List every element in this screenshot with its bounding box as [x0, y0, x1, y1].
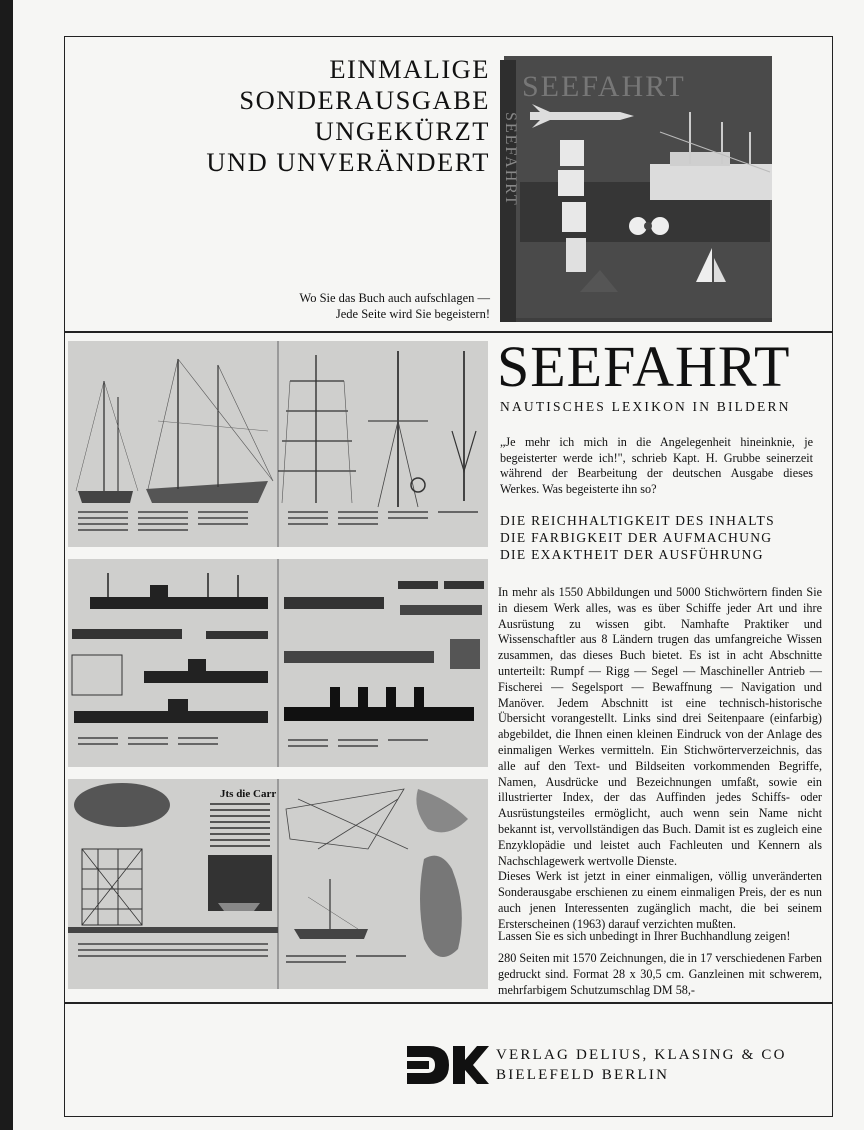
description	[498, 585, 822, 933]
tagline-line: Jede Seite wird Sie begeistern!	[335, 307, 490, 321]
publisher-location: BIELEFELD BERLIN	[496, 1067, 670, 1083]
publisher-logo	[407, 1046, 489, 1084]
tagline-line: Wo Sie das Buch auch aufschlagen —	[299, 291, 490, 305]
publisher-info	[496, 1045, 787, 1085]
sample-spread-rigging	[68, 341, 488, 547]
manuscript-heading: Jts die Carr	[220, 788, 277, 800]
book-cover-image	[500, 52, 776, 322]
feature-item: DIE EXAKTHEIT DER AUSFÜHRUNG	[500, 547, 764, 562]
book-specs: 280 Seiten mit 1570 Zeichnungen, die in 17 verschiedenen Farben gedruckt sind. Format 28 x 30,5 cm. Ganzleinen mit schwerem, mehrfarbigem Schutzumschlag DM 58,-	[498, 951, 822, 997]
headline	[206, 54, 490, 178]
publisher-name: VERLAG DELIUS, KLASING & CO	[496, 1047, 787, 1063]
feature-item: DIE REICHHALTIGKEIT DES INHALTS	[500, 513, 775, 528]
book-title: SEEFAHRT	[497, 334, 791, 399]
description-paragraph: Dieses Werk ist jetzt in einer einmaligen, völlig unveränderten Sonderausgabe erschienen zu einem einmaligen Preis, der es nun auch jenen Interessenten zugänglich macht, die bei seinem Ersterscheinen (1963) darauf verzichten mußten.	[498, 869, 822, 931]
headline-line: UND UNVERÄNDERT	[206, 147, 490, 177]
book-spine-title: SEEFAHRT	[502, 112, 519, 207]
book-cover-title: SEEFAHRT	[522, 70, 686, 103]
call-to-action: Lassen Sie es sich unbedingt in Ihrer Buchhandlung zeigen!	[498, 929, 791, 943]
divider-top	[64, 331, 833, 333]
scan-edge	[0, 0, 13, 1130]
headline-line: UNGEKÜRZT	[314, 116, 490, 146]
book-subtitle: NAUTISCHES LEXIKON IN BILDERN	[500, 399, 791, 414]
divider-bottom	[64, 1002, 833, 1004]
sample-spread-navigation	[68, 779, 488, 989]
headline-line: SONDERAUSGABE	[239, 85, 490, 115]
feature-item: DIE FARBIGKEIT DER AUFMACHUNG	[500, 530, 773, 545]
headline-line: EINMALIGE	[329, 54, 490, 84]
sample-pages	[68, 341, 488, 989]
feature-list	[500, 512, 775, 563]
sample-spread-ships	[68, 559, 488, 767]
captain-quote: „Je mehr ich mich in die Angelegenheit hineinknie, je begeisterter werde ich!", schrieb Kapt. H. Grubbe seinerzeit während der Bearbeitung der deutschen Ausgabe dieses Werkes. Was begeisterte ihn so?	[500, 435, 813, 496]
description-paragraph: In mehr als 1550 Abbildungen und 5000 Stichwörtern finden Sie in diesem Werk alles, was es über Schiffe jeder Art und ihre Ausrüstung zu wissen gibt. Namhafte Praktiker und Wissenschaftler aus 8 Ländern trugen das umfangreiche Wissen zusammen, das dieses Buch bietet. Es ist in acht Abschnitte unterteilt: Rumpf — Rigg — Segel — Maschineller Antrieb — Fischerei — Segelsport — Bewaffnung — Navigation und Manöver. Jedem Abschnitt ist eine technisch-historische Übersicht vorangestellt. Links sind drei Seitenpaare (einfarbig) abgebildet, die Ihnen einen kleinen Eindruck von der Anlage des einmaligen Werkes vermitteln. Ein Stichwörterverzeichnis, das alle auf den Text- und Bildseiten vorkommenden Begriffe, Namen, Ausdrücke und Bezeichnungen umfaßt, sowie ein illustrierter Index, der das Auffinden jedes Schiffs- oder Ausrüstungsteiles ermöglicht, auch wenn sein Name nicht bekannt ist, vervollständigen das Buch. Damit ist es zugleich eine Enzyklopädie und leistet auch Fachleuten und Kennern als Nachschlagewerk wertvolle Dienste.	[498, 585, 822, 868]
tagline	[299, 290, 490, 322]
